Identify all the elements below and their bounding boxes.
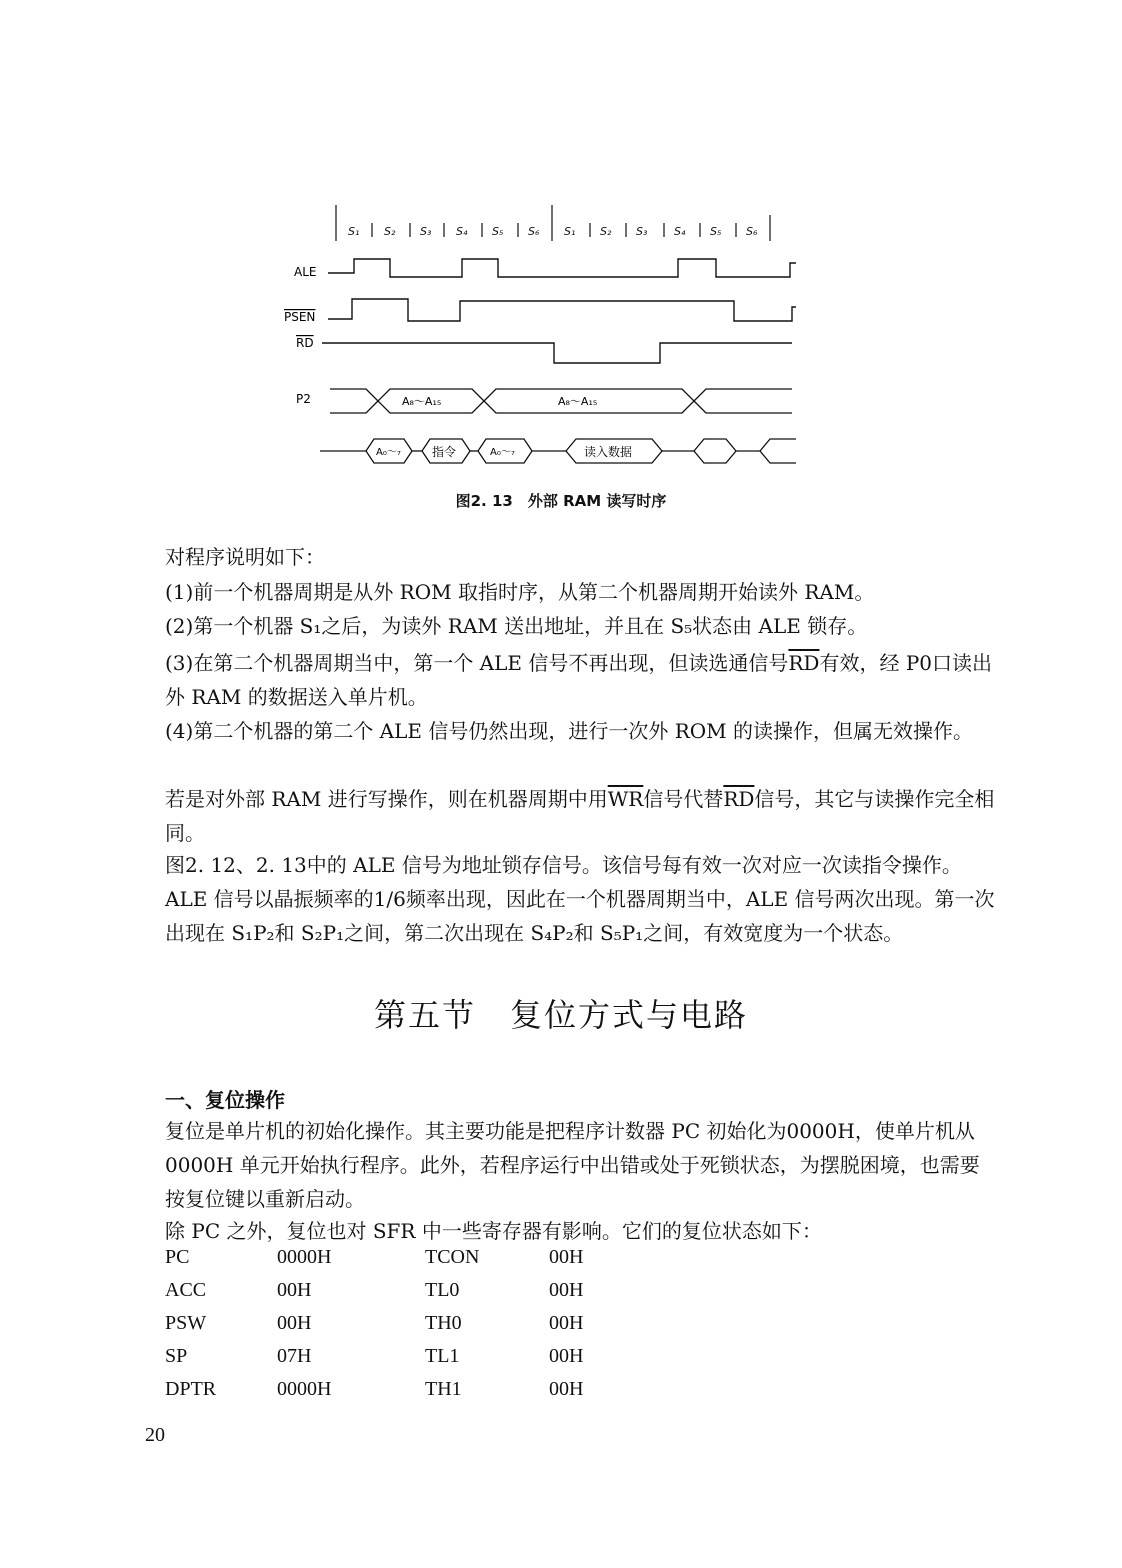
note-2: (2)第一个机器 S₁之后，为读外 RAM 送出地址，并且在 S₅状态由 ALE 锁存。: [165, 614, 868, 638]
register-value: 00H: [277, 1312, 312, 1334]
page-number: 20: [145, 1424, 165, 1446]
register-name: TH0: [425, 1312, 462, 1334]
register-value: 00H: [277, 1279, 312, 1301]
register-name: TL0: [425, 1279, 460, 1301]
section-title: 第五节 复位方式与电路: [373, 996, 748, 1034]
note-3: (3)在第二个机器周期当中，第一个 ALE 信号不再出现，但读选通信号$\overline{RD}$有效，经 P0口读出外 RAM 的数据送入单片机。: [165, 651, 993, 709]
p0-bus-label-1: A₀～₇: [376, 447, 401, 458]
table-row: [165, 1279, 629, 1312]
table-row: [165, 1345, 629, 1378]
state-label: S₅: [492, 225, 504, 238]
register-name: TCON: [425, 1246, 480, 1268]
register-value: 0000H: [277, 1246, 332, 1268]
register-name: TL1: [425, 1345, 460, 1367]
register-value: 00H: [549, 1246, 584, 1268]
note-4: (4)第二个机器的第二个 ALE 信号仍然出现，进行一次外 ROM 的读操作，但属无效操作。: [165, 719, 974, 743]
state-label: S₄: [456, 225, 468, 238]
psen-waveform: [328, 299, 796, 321]
rd-label: RD: [296, 336, 314, 350]
state-label: S₆: [528, 225, 540, 238]
register-name: SP: [165, 1345, 188, 1367]
note-1: (1)前一个机器周期是从外 ROM 取指时序，从第二个机器周期开始读外 RAM。: [165, 580, 875, 604]
state-label: S₁: [348, 225, 360, 238]
intro-text: 对程序说明如下：: [165, 545, 325, 569]
register-value: 07H: [277, 1345, 312, 1367]
state-label: S₂: [600, 225, 612, 238]
state-label: S₃: [420, 225, 432, 238]
register-value: 0000H: [277, 1378, 332, 1400]
register-value: 00H: [549, 1279, 584, 1301]
state-label: S₄: [674, 225, 686, 238]
state-label: S₂: [384, 225, 396, 238]
ale-note: 图2. 12、2. 13中的 ALE 信号为地址锁存信号。该信号每有效一次对应一次读指令操作。ALE 信号以晶振频率的1/6频率出现，因此在一个机器周期当中，ALE 信号两次出现。第一次出现在 S₁P₂和 S₂P₁之间，第二次出现在 S₄P₂和 S₅P₁之间，有效宽度为一个状态。: [165, 853, 995, 945]
state-label: S₃: [636, 225, 648, 238]
state-row: [336, 205, 770, 241]
register-value: 00H: [549, 1345, 584, 1367]
table-row: [165, 1312, 629, 1345]
figure-caption: 图2. 13 外部 RAM 读写时序: [455, 492, 667, 510]
subsection-title: 一、复位操作: [165, 1088, 285, 1112]
ale-waveform: [328, 259, 796, 277]
reset-intro: 除 PC 之外，复位也对 SFR 中一些寄存器有影响。它们的复位状态如下：: [165, 1219, 822, 1243]
psen-label: PSEN: [284, 310, 316, 324]
rd-waveform: [322, 343, 792, 363]
state-label: S₁: [564, 225, 576, 238]
reset-description: 复位是单片机的初始化操作。其主要功能是把程序计数器 PC 初始化为0000H，使单片机从0000H 单元开始执行程序。此外，若程序运行中出错或处于死锁状态，为摆脱困境，也需要按复位键以重新启动。: [165, 1119, 980, 1211]
register-name: TH1: [425, 1378, 462, 1400]
p0-bus-label-4: 读入数据: [584, 445, 633, 459]
p0-bus-label-3: A₀～₇: [490, 447, 515, 458]
table-row: [165, 1378, 629, 1411]
state-label: S₆: [746, 225, 758, 238]
p0-bus-label-2: 指令: [432, 445, 457, 459]
register-name: PC: [165, 1246, 190, 1268]
p2-bus-label-2: A₈～A₁₅: [558, 395, 598, 408]
register-name: PSW: [165, 1312, 207, 1334]
register-value: 00H: [549, 1312, 584, 1334]
p2-bus-label-1: A₈～A₁₅: [402, 395, 442, 408]
p2-label: P2: [296, 392, 311, 406]
register-value: 00H: [549, 1378, 584, 1400]
state-label: S₅: [710, 225, 722, 238]
ale-label: ALE: [294, 265, 317, 279]
write-note: 若是对外部 RAM 进行写操作，则在机器周期中用$\overline{WR}$信号代替$\overline{RD}$信号，其它与读操作完全相同。: [165, 787, 995, 845]
table-row: [165, 1246, 629, 1279]
register-name: ACC: [165, 1279, 207, 1301]
reset-state-table: [165, 1246, 629, 1411]
timing-diagram: [270, 195, 810, 480]
register-name: DPTR: [165, 1378, 217, 1400]
